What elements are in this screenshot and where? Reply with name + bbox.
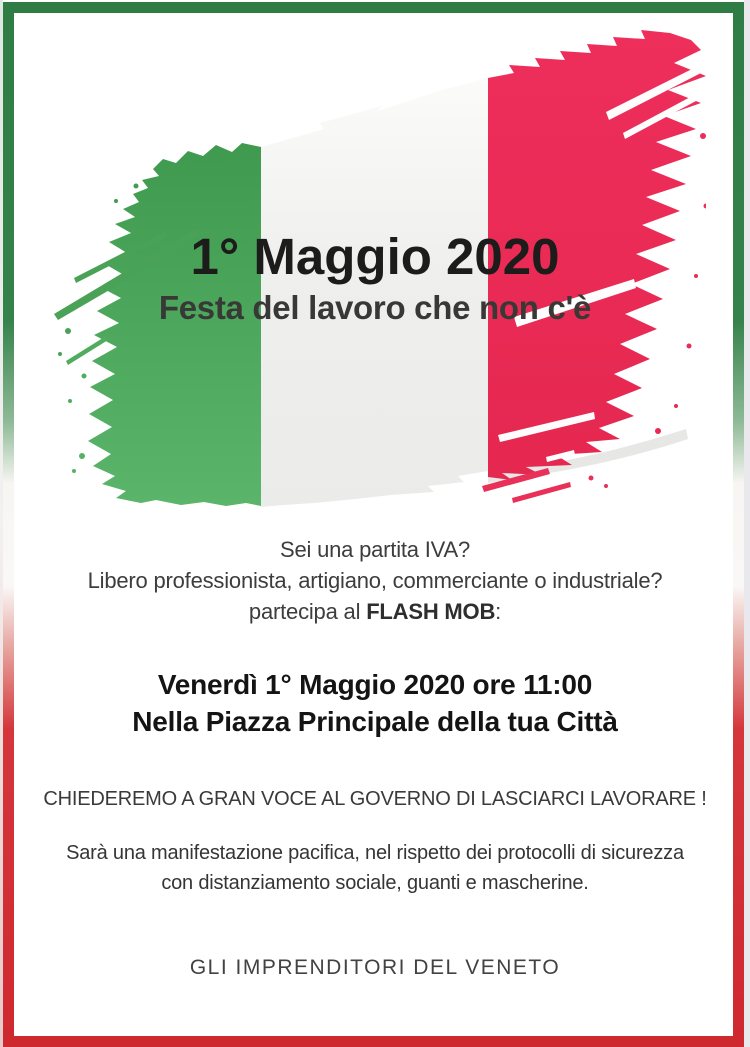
intro-line-3-prefix: partecipa al <box>248 599 367 624</box>
intro-line-3-suffix: : <box>495 599 502 624</box>
claim-text: CHIEDEREMO A GRAN VOCE AL GOVERNO DI LASCIARCI LAVORARE ! <box>43 788 707 810</box>
intro-text <box>22 534 728 627</box>
page-subtitle: Festa del lavoro che non c'è <box>158 289 592 327</box>
details-line-1: Sarà una manifestazione pacifica, nel rispetto dei protocolli di sicurezza <box>66 842 684 864</box>
intro-line-1: Sei una partita IVA? <box>279 537 471 562</box>
event-info <box>22 666 728 740</box>
event-location: Nella Piazza Principale della tua Città <box>132 706 618 737</box>
details-text <box>19 838 731 898</box>
flash-mob-highlight: FLASH MOB <box>366 599 496 624</box>
header <box>22 228 728 327</box>
signature-text: GLI IMPRENDITORI DEL VENETO <box>189 956 561 979</box>
details-line-2: con distanziamento sociale, guanti e mascherine. <box>161 872 589 894</box>
event-date-time: Venerdì 1° Maggio 2020 ore 11:00 <box>157 669 593 700</box>
page-title: 1° Maggio 2020 <box>190 228 560 285</box>
intro-line-3 <box>22 596 728 627</box>
intro-line-2: Libero professionista, artigiano, commerciante o industriale? <box>87 568 663 593</box>
